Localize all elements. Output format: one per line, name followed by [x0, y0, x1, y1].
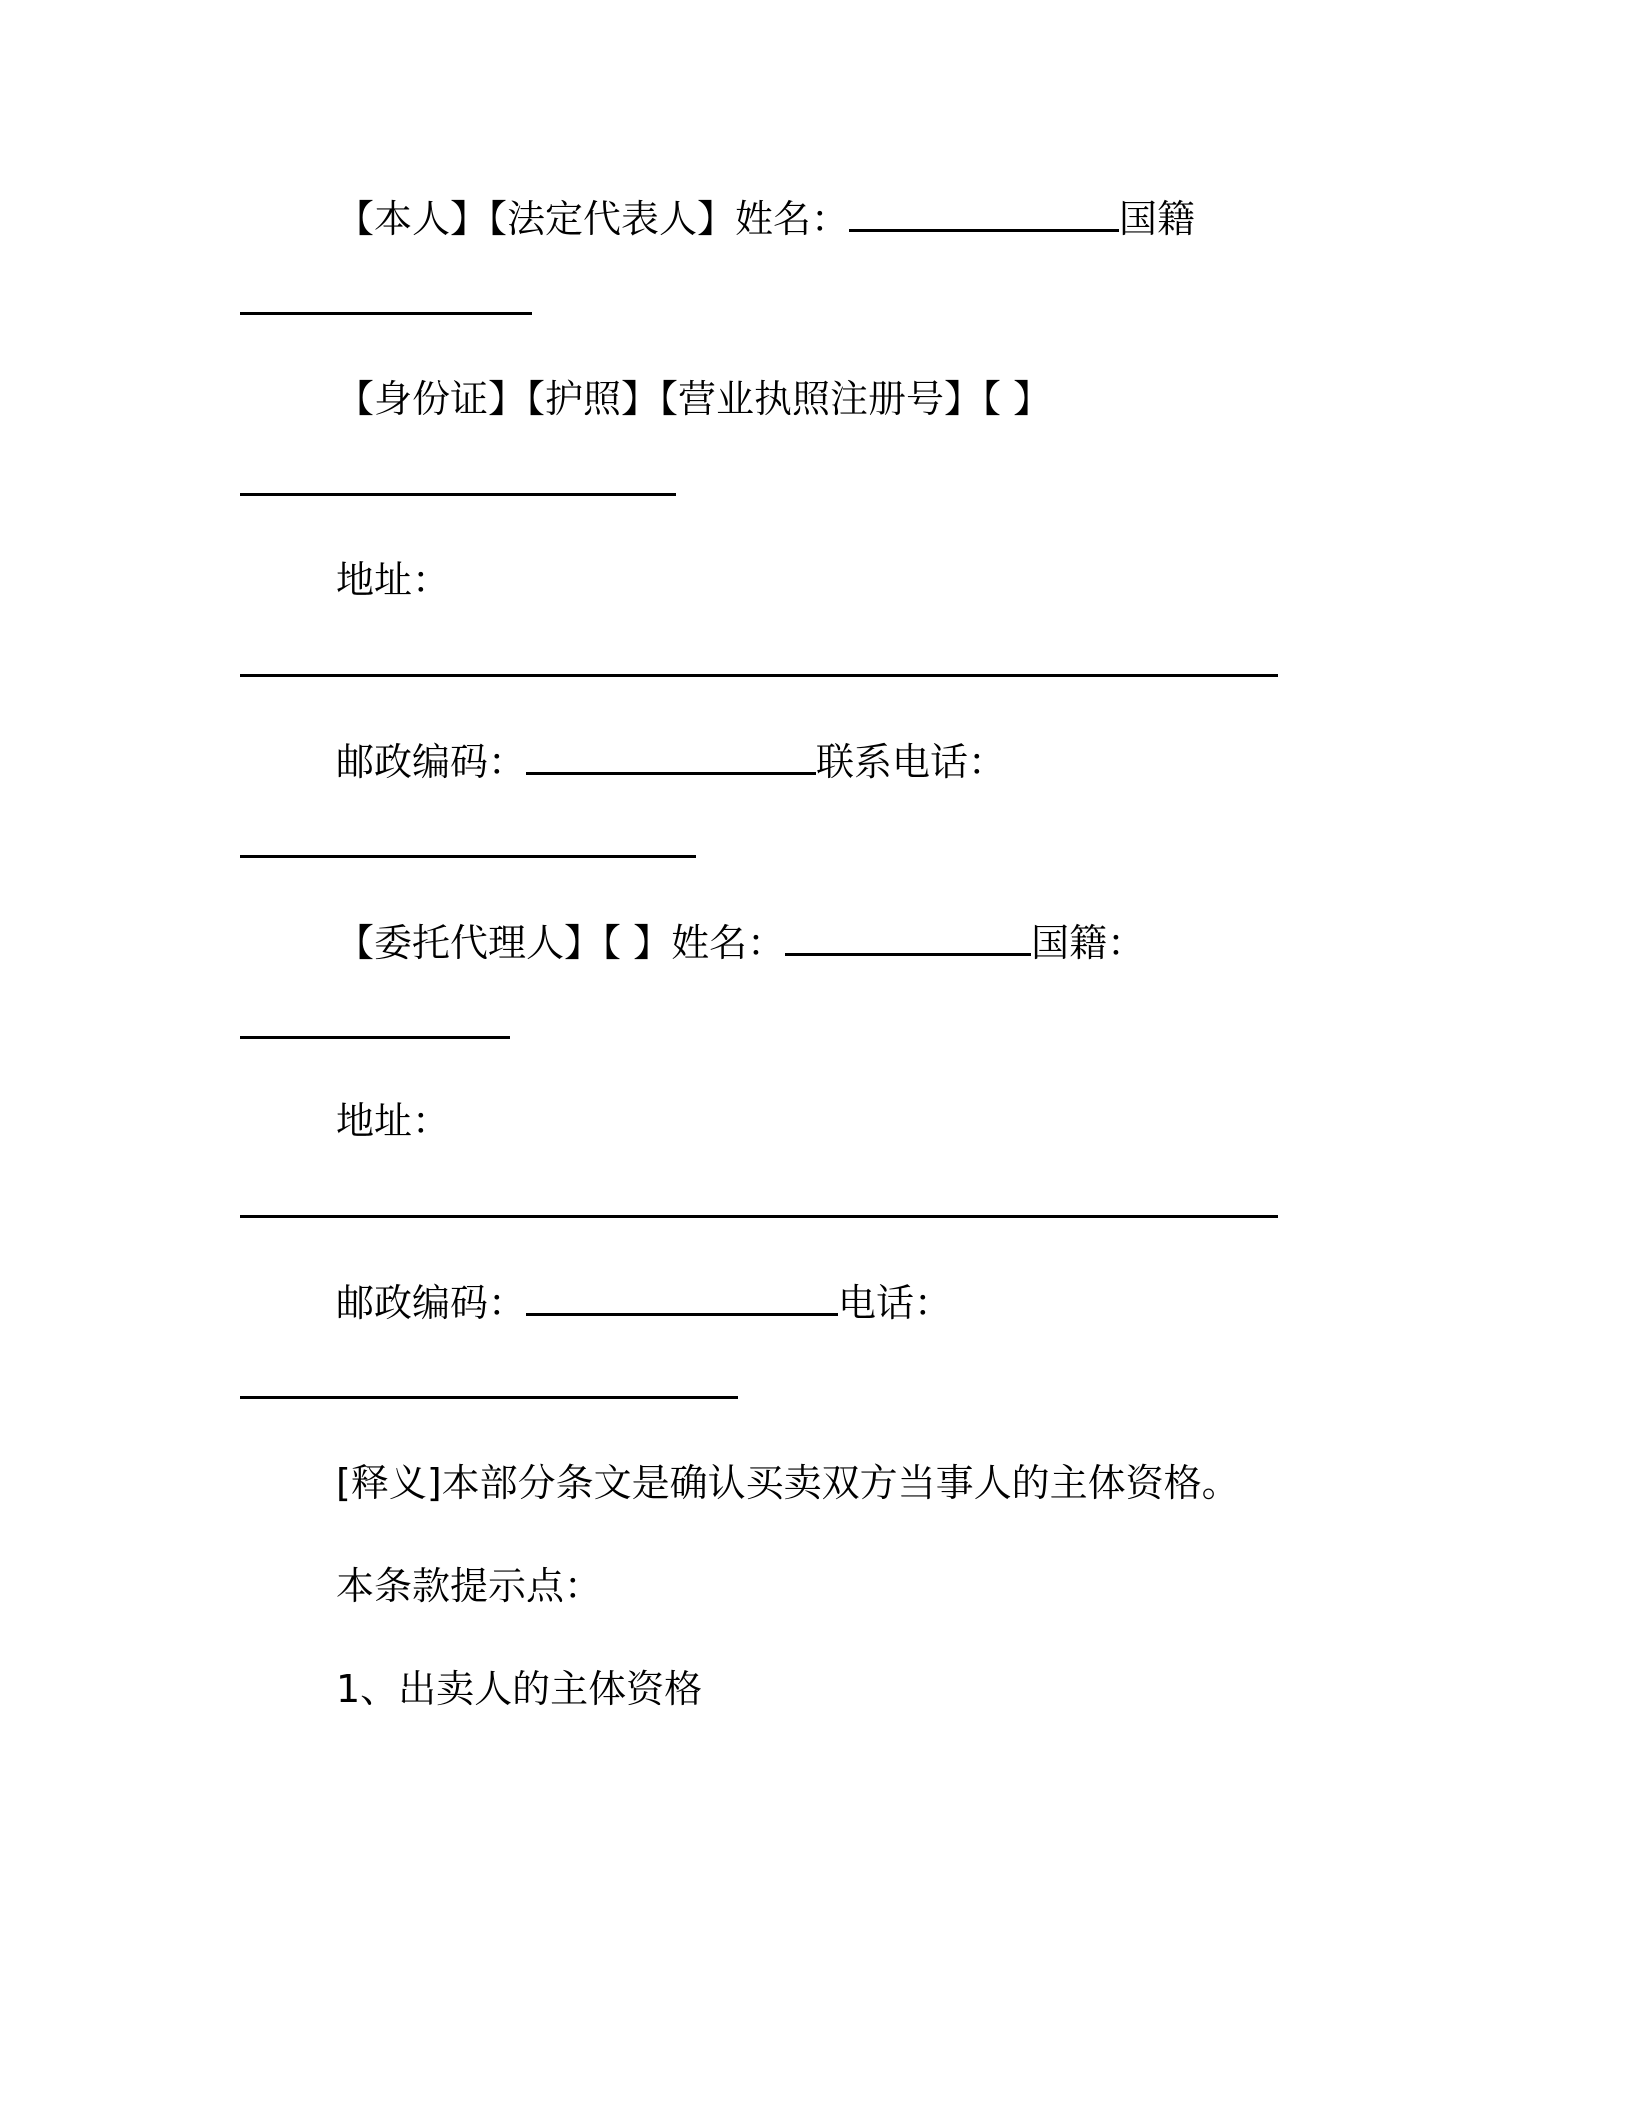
postal-phone-line-agent — [336, 1277, 952, 1328]
address-line-agent — [336, 1096, 450, 1146]
point-item-1 — [336, 1664, 702, 1714]
contact-phone-blank[interactable] — [240, 855, 696, 858]
point-item-1-text: 1、出卖人的主体资格 — [336, 1667, 703, 1711]
explanation-paragraph — [336, 1458, 1240, 1508]
id-document-line — [336, 374, 1051, 424]
agent-phone-label: 电话： — [838, 1281, 953, 1325]
agent-name-blank[interactable] — [785, 917, 1031, 956]
principal-name-blank[interactable] — [849, 193, 1119, 232]
contact-phone-label: 联系电话： — [816, 740, 1007, 784]
points-heading-text: 本条款提示点： — [336, 1564, 603, 1608]
explanation-text: [释义]本部分条文是确认买卖双方当事人的主体资格。 — [336, 1461, 1240, 1505]
agent-name-label: 【委托代理人】【 】姓名： — [336, 921, 786, 965]
nationality-blank[interactable] — [240, 312, 532, 315]
address-line-principal — [336, 555, 450, 605]
points-heading — [336, 1561, 602, 1611]
agent-address-label: 地址： — [336, 1099, 451, 1143]
principal-name-label: 【本人】【法定代表人】姓名： — [336, 197, 850, 241]
address-blank-agent[interactable] — [240, 1215, 1278, 1218]
postal-code-blank[interactable] — [526, 736, 816, 775]
postal-code-label: 邮政编码： — [336, 740, 527, 784]
agent-name-line — [336, 917, 1145, 968]
nationality-label: 国籍 — [1119, 197, 1196, 241]
agent-postal-code-label: 邮政编码： — [336, 1281, 527, 1325]
id-document-blank[interactable] — [240, 493, 676, 496]
address-label: 地址： — [336, 558, 451, 602]
agent-phone-blank[interactable] — [240, 1396, 738, 1399]
agent-nationality-blank[interactable] — [240, 1036, 510, 1039]
agent-postal-code-blank[interactable] — [526, 1277, 838, 1316]
id-document-label: 【身份证】【护照】【营业执照注册号】【 】 — [336, 377, 1052, 421]
principal-name-line — [336, 193, 1195, 244]
address-blank-principal[interactable] — [240, 674, 1278, 677]
agent-nationality-label: 国籍： — [1031, 921, 1146, 965]
postal-phone-line-principal — [336, 736, 1006, 787]
